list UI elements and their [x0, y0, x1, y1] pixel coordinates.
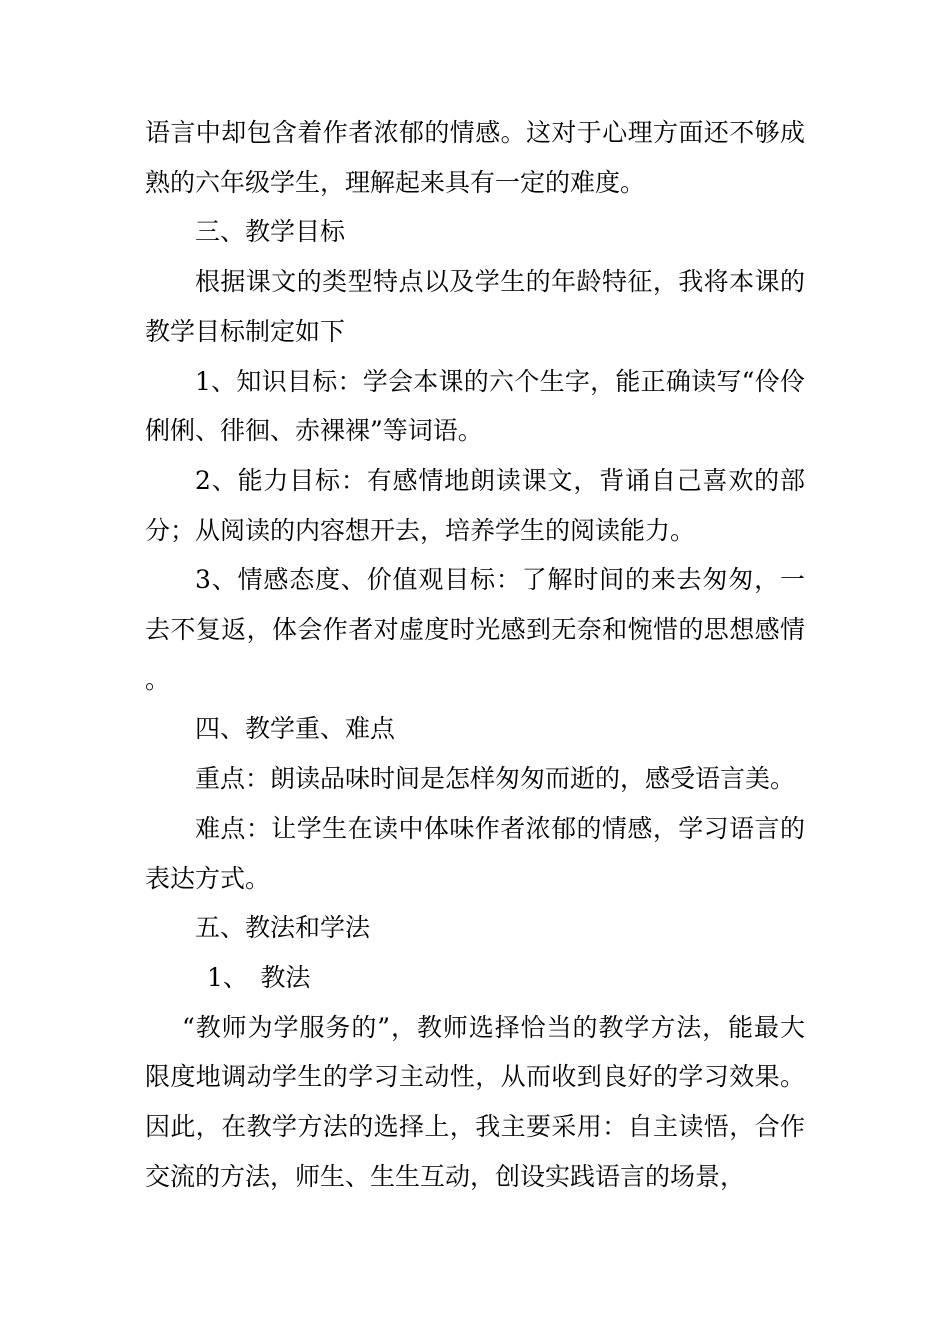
section-heading-key-points: 四、教学重、难点 [195, 714, 396, 744]
paragraph-emotion-goal: 3、情感态度、价值观目标：了解时间的来去匆匆，一去不复返，体会作者对虚度时光感到无奈和惋惜的思想感情。 [145, 565, 805, 694]
paragraph-intro-continuation: 语言中却包含着作者浓郁的情感。这对于心理方面还不够成熟的六年级学生，理解起来具有一定的难度。 [145, 118, 805, 197]
section-heading-teaching-goals: 三、教学目标 [195, 217, 346, 247]
paragraph-teaching-method: “教师为学服务的”，教师选择恰当的教学方法，能最大限度地调动学生的学习主动性，从而收到良好的学习效果。因此，在教学方法的选择上，我主要采用：自主读悟，合作交流的方法，师生、生生互动，创设实践语言的场景， [145, 1012, 805, 1191]
paragraph-key-point: 重点：朗读品味时间是怎样匆匆而逝的，感受语言美。 [195, 764, 796, 794]
paragraph-knowledge-goal: 1、知识目标：学会本课的六个生字，能正确读写“伶伶俐俐、徘徊、赤裸裸”等词语。 [145, 366, 805, 446]
subheading-teaching-method: 1、 教法 [207, 962, 311, 992]
paragraph-difficult-point: 难点：让学生在读中体味作者浓郁的情感，学习语言的表达方式。 [145, 813, 805, 893]
document-page [145, 108, 805, 1201]
paragraph-ability-goal: 2、能力目标：有感情地朗读课文，背诵自己喜欢的部分；从阅读的内容想开去，培养学生的阅读能力。 [145, 465, 805, 545]
section-heading-methods: 五、教法和学法 [195, 913, 371, 943]
paragraph-goals-intro: 根据课文的类型特点以及学生的年龄特征，我将本课的教学目标制定如下 [145, 267, 805, 346]
